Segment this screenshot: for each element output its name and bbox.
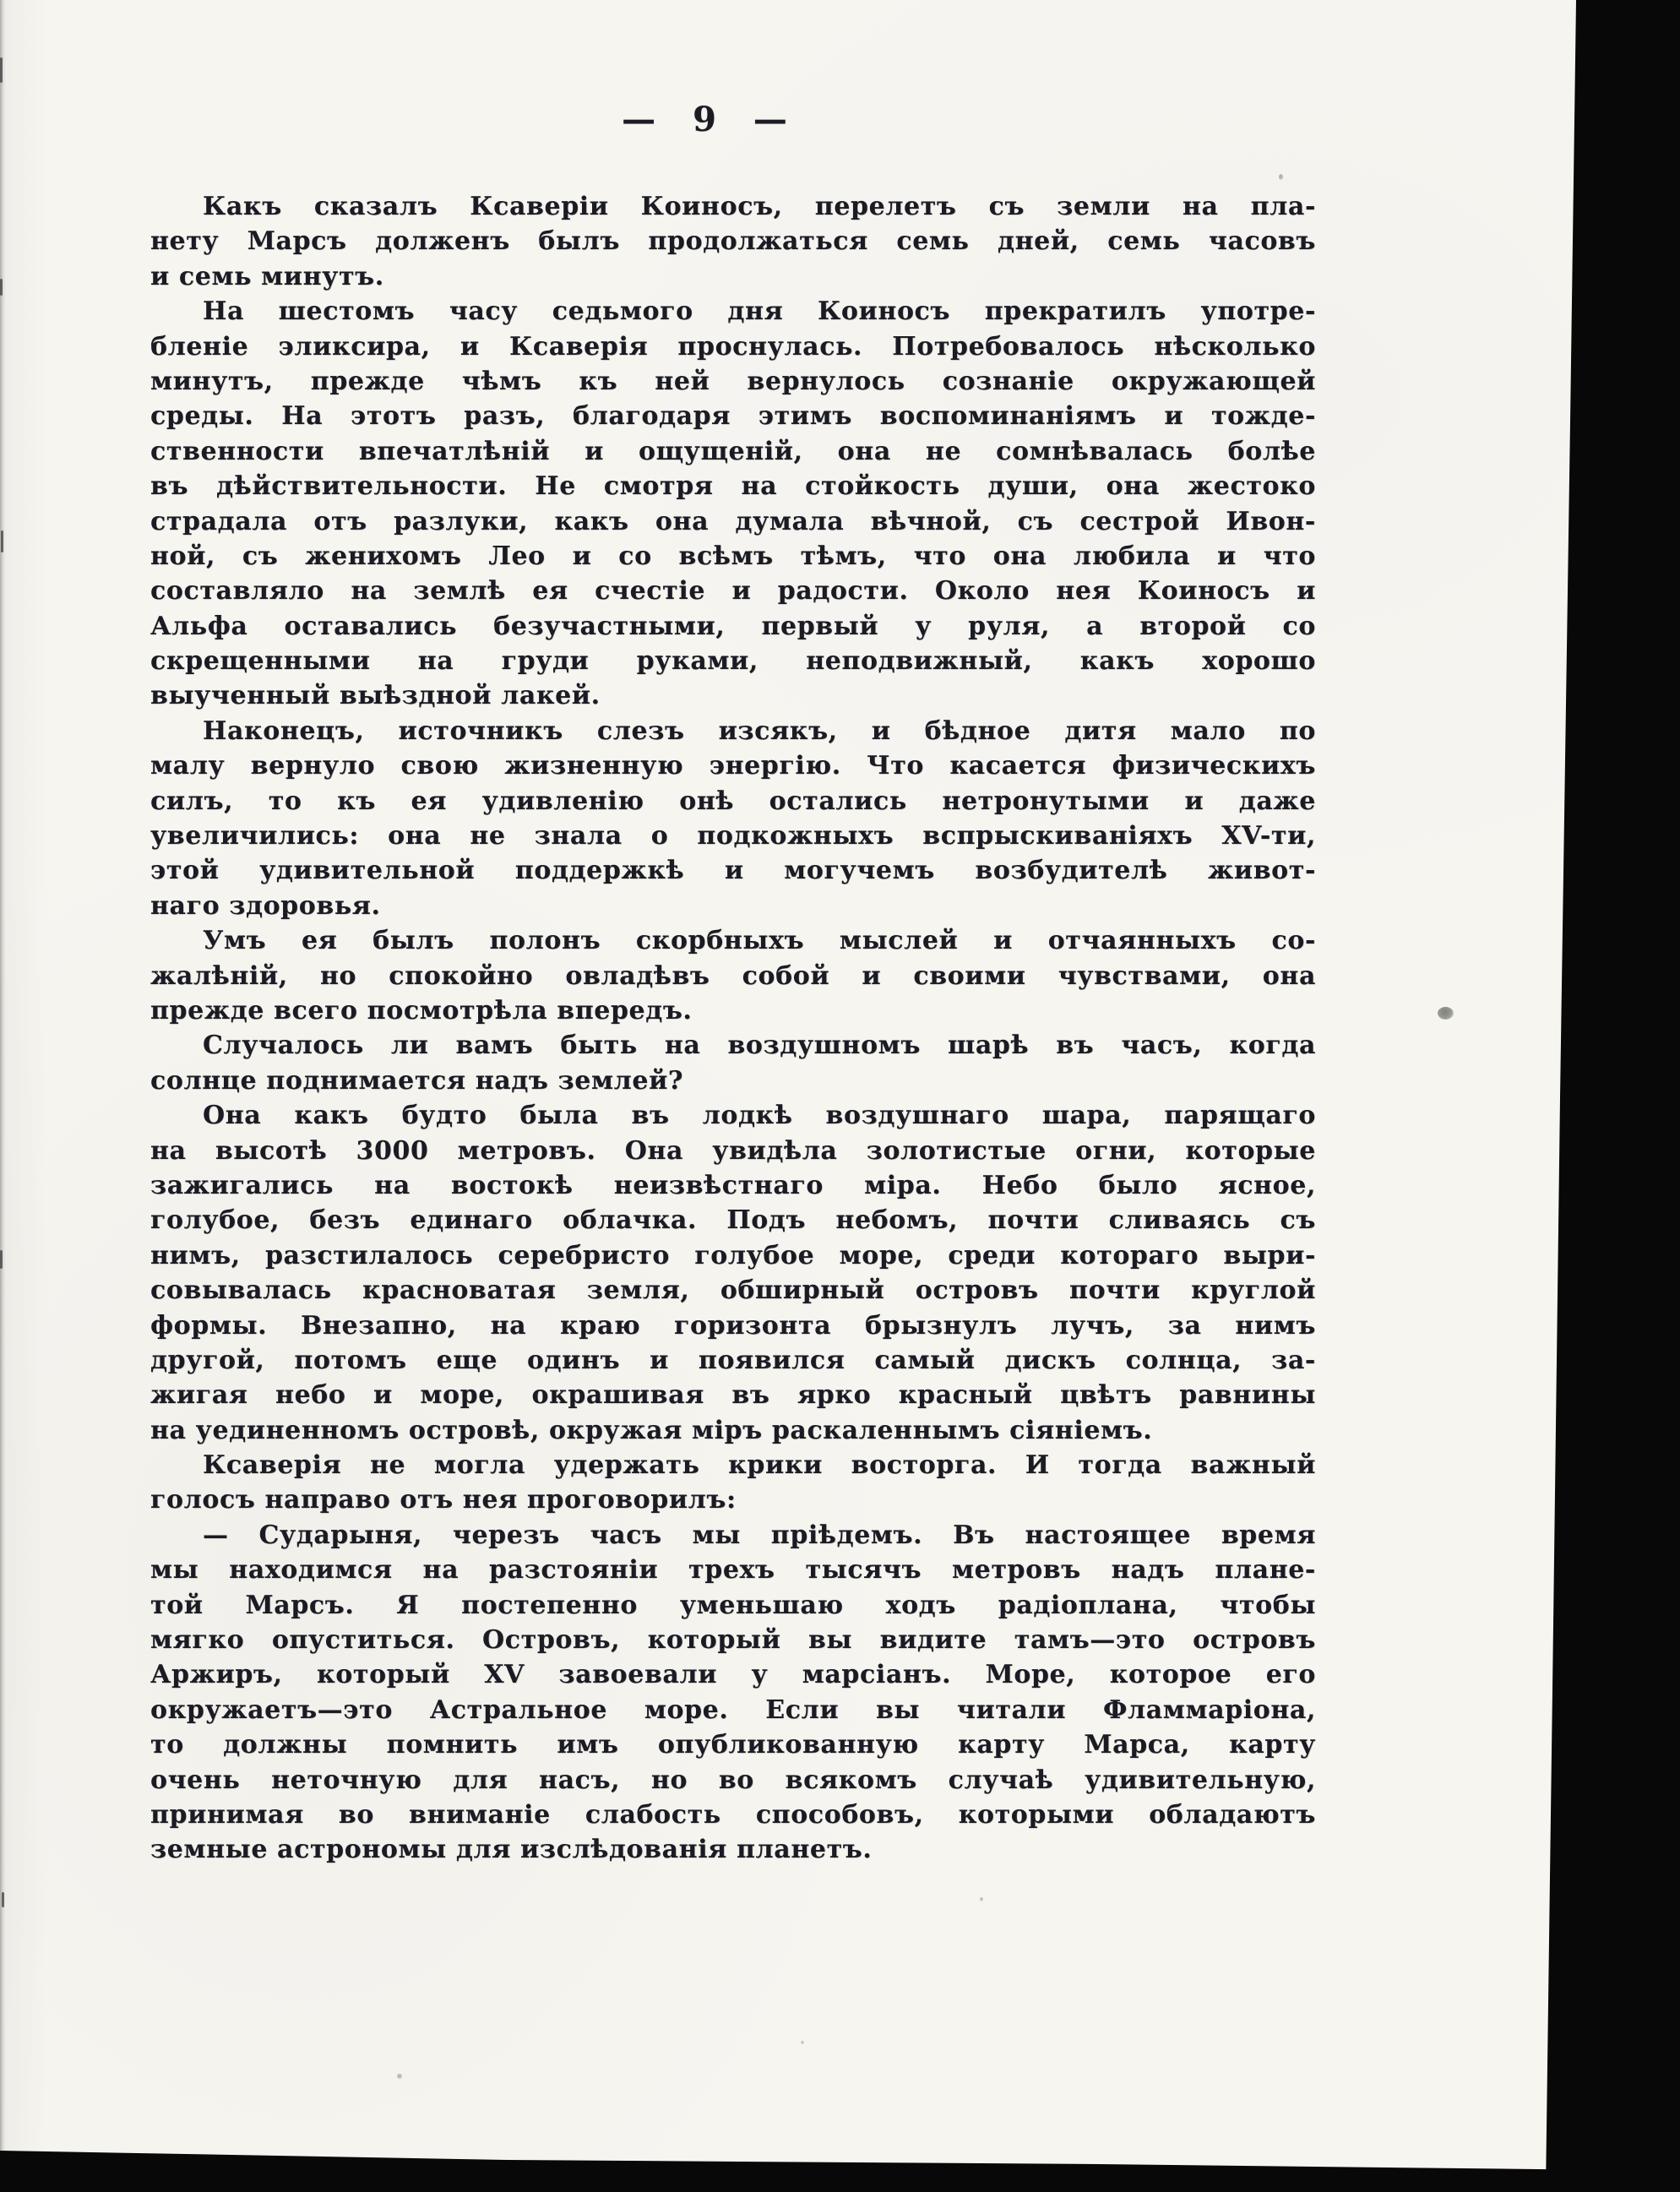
text-line: принимая во вниманіе слабость способовъ, которыми обладаютъ	[150, 1799, 1316, 1830]
text-line: формы. Внезапно, на краю горизонта брызнулъ лучъ, за нимъ	[150, 1310, 1316, 1341]
text-line: Она какъ будто была въ лодкѣ воздушнаго шара, парящаго	[203, 1101, 1316, 1131]
paragraph-5	[150, 1028, 1316, 1098]
text-line: этой удивительной поддержкѣ и могучемъ возбудителѣ живот-	[150, 856, 1316, 886]
text-line: прежде всего посмотрѣла впередъ.	[150, 995, 693, 1025]
text-line: солнце поднимается надъ землей?	[150, 1065, 684, 1096]
text-line: наго здоровья.	[150, 890, 381, 921]
text-line: На шестомъ часу седьмого дня Коиносъ прекратилъ употре-	[203, 296, 1316, 327]
text-line: совывалась красноватая земля, обширный островъ почти круглой	[150, 1275, 1316, 1306]
edge-tick	[0, 57, 3, 83]
text-line: той Марсъ. Я постепенно уменьшаю ходъ радіоплана, чтобы	[150, 1590, 1316, 1620]
text-line: составляло на землѣ ея счестіе и радости. Около нея Коиносъ и	[150, 576, 1316, 606]
text-line: малу вернуло свою жизненную энергію. Что касается физическихъ	[150, 751, 1316, 781]
text-line: ной, съ женихомъ Лео и со всѣмъ тѣмъ, что она любила и что	[150, 541, 1316, 571]
text-line: Альфа оставались безучастными, первый у руля, а второй со	[150, 611, 1316, 641]
paragraph-3	[150, 714, 1316, 923]
text-line: голубое, безъ единаго облачка. Подъ небомъ, почти сливаясь съ	[150, 1205, 1316, 1236]
text-line: минутъ, прежде чѣмъ къ ней вернулось сознаніе окружающей	[150, 366, 1316, 396]
paragraph-4	[150, 923, 1316, 1028]
text-line: жалѣній, но спокойно овладѣвъ собой и своими чувствами, она	[150, 960, 1316, 991]
paragraph-7	[150, 1448, 1316, 1518]
text-line: то должны помнить имъ опубликованную карту Марса, карту	[150, 1730, 1316, 1760]
text-line: выученный выѣздной лакей.	[150, 681, 601, 711]
text-line: силъ, то къ ея удивленію онѣ остались нетронутыми и даже	[150, 786, 1316, 816]
text-line: увеличились: она не знала о подкожныхъ вспрыскиваніяхъ XV-ти,	[150, 821, 1316, 851]
edge-tick	[0, 1250, 3, 1269]
paragraph-2	[150, 294, 1316, 714]
text-line: скрещенными на груди руками, неподвижный, какъ хорошо	[150, 646, 1316, 677]
text-line: голосъ направо отъ нея проговорилъ:	[150, 1485, 737, 1515]
scan-speck	[801, 2041, 804, 2044]
text-line: нету Марсъ долженъ былъ продолжаться семь дней, семь часовъ	[150, 226, 1316, 257]
paragraph-1	[150, 189, 1316, 294]
text-line: Умъ ея былъ полонъ скорбныхъ мыслей и отчаянныхъ со-	[203, 926, 1316, 956]
scan-speck	[397, 2074, 402, 2079]
text-line: Случалось ли вамъ быть на воздушномъ шарѣ въ часъ, когда	[203, 1031, 1316, 1061]
text-line: земные астрономы для изслѣдованія планетъ.	[150, 1835, 873, 1865]
edge-tick	[1, 530, 3, 552]
text-line: Наконецъ, источникъ слезъ изсякъ, и бѣдное дитя мало по	[203, 715, 1316, 746]
edge-tick	[2, 1892, 4, 1907]
text-line: и семь минутъ.	[150, 261, 384, 291]
text-line: жигая небо и море, окрашивая въ ярко красный цвѣтъ равнины	[150, 1380, 1316, 1411]
text-line: на уединенномъ островѣ, окружая міръ раскаленнымъ сіяніемъ.	[150, 1415, 1153, 1445]
paragraph-8	[150, 1518, 1316, 1868]
text-line: Какъ сказалъ Ксаверіи Коиносъ, перелетъ съ земли на пла-	[203, 192, 1316, 221]
text-line: — Сударыня, черезъ часъ мы пріѣдемъ. Въ настоящее время	[203, 1520, 1316, 1550]
text-line: очень неточную для насъ, но во всякомъ случаѣ удивительную,	[150, 1765, 1316, 1795]
text-line: зажигались на востокѣ неизвѣстнаго міра. Небо было ясное,	[150, 1170, 1316, 1200]
text-line: Ксаверія не могла удержать крики восторга. И тогда важный	[203, 1450, 1316, 1481]
text-line: Аржиръ, который XV завоевали у марсіанъ. Море, которое его	[150, 1660, 1316, 1690]
text-line: нимъ, разстилалось серебристо голубое море, среди котораго выри-	[150, 1240, 1316, 1270]
text-line: окружаетъ—это Астральное море. Если вы читали Фламмаріона,	[150, 1694, 1316, 1725]
text-line: другой, потомъ еще одинъ и появился самый дискъ солнца, за-	[150, 1345, 1316, 1375]
text-line: бленіе эликсира, и Ксаверія проснулась. Потребовалось нѣсколько	[150, 331, 1316, 362]
paragraph-6	[150, 1098, 1316, 1448]
text-line: мы находимся на разстояніи трехъ тысячъ метровъ надъ плане-	[150, 1555, 1316, 1586]
text-line: мягко опуститься. Островъ, который вы видите тамъ—это островъ	[150, 1625, 1316, 1656]
left-edge-strip	[0, 0, 6, 2162]
text-line: на высотѣ 3000 метровъ. Она увидѣла золотистые огни, которые	[150, 1135, 1316, 1166]
page-number: — 9 —	[622, 100, 789, 139]
scan-speck	[980, 1897, 983, 1901]
text-line: страдала отъ разлуки, какъ она думала вѣчной, съ сестрой Ивон-	[150, 506, 1316, 536]
text-line: среды. На этотъ разъ, благодаря этимъ воспоминаніямъ и тожде-	[150, 401, 1316, 432]
text-block	[150, 189, 1316, 1868]
text-line: ственности впечатлѣній и ощущеній, она не сомнѣвалась болѣе	[150, 436, 1316, 466]
scan-speck	[1438, 1007, 1454, 1020]
text-line: въ дѣйствительности. Не смотря на стойкость души, она жестоко	[150, 471, 1316, 502]
edge-tick	[0, 279, 3, 296]
scan-speck	[1279, 174, 1283, 180]
